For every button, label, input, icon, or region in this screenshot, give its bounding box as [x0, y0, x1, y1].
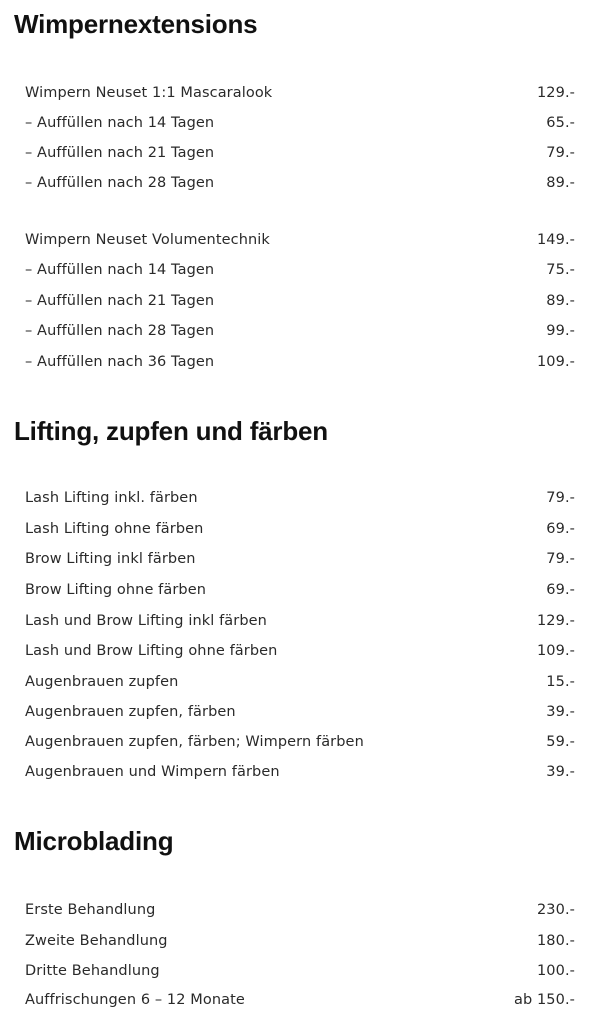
service-price: 230.- [536, 902, 575, 918]
service-price: 149.- [536, 232, 575, 248]
service-name: Lash und Brow Lifting ohne färben [25, 643, 278, 659]
service-price: 39.- [546, 704, 575, 720]
price-row [25, 81, 575, 105]
price-row [25, 639, 575, 663]
section-title-wimpernextensions: Wimpernextensions [14, 9, 258, 39]
price-row [25, 547, 575, 571]
service-name: – Auffüllen nach 21 Tagen [25, 293, 215, 309]
service-price: 79.- [546, 490, 575, 506]
service-name: Brow Lifting ohne färben [25, 582, 207, 598]
price-row [25, 111, 575, 135]
section-title-lifting: Lifting, zupfen und färben [14, 416, 328, 446]
service-name: Brow Lifting inkl färben [25, 551, 196, 567]
service-price: ab 150.- [513, 992, 575, 1008]
price-row [25, 730, 575, 754]
price-row [25, 141, 575, 165]
service-price: 39.- [546, 764, 575, 780]
price-row [25, 670, 575, 694]
service-price: 59.- [546, 734, 575, 750]
service-price: 79.- [546, 145, 575, 161]
service-name: Lash Lifting inkl. färben [25, 490, 198, 506]
service-price: 109.- [536, 643, 575, 659]
price-row [25, 700, 575, 724]
service-price: 89.- [546, 293, 575, 309]
service-name: Wimpern Neuset 1:1 Mascaralook [25, 85, 273, 101]
service-price: 99.- [546, 323, 575, 339]
price-row [25, 517, 575, 541]
section-title-microblading: Microblading [14, 826, 174, 856]
service-name: Augenbrauen zupfen, färben; Wimpern färben [25, 734, 364, 750]
service-name: Augenbrauen zupfen, färben [25, 704, 236, 720]
service-name: Augenbrauen und Wimpern färben [25, 764, 280, 780]
service-price: 89.- [546, 175, 575, 191]
price-row [25, 486, 575, 510]
price-row [25, 350, 575, 374]
price-row [25, 898, 575, 922]
service-price: 65.- [546, 115, 575, 131]
price-row [25, 289, 575, 313]
price-row [25, 988, 575, 1012]
service-name: Lash und Brow Lifting inkl färben [25, 613, 267, 629]
service-name: – Auffüllen nach 36 Tagen [25, 354, 215, 370]
service-price: 180.- [536, 933, 575, 949]
price-row [25, 319, 575, 343]
service-price: 69.- [546, 582, 575, 598]
service-name: – Auffüllen nach 28 Tagen [25, 175, 215, 191]
service-name: Dritte Behandlung [25, 963, 160, 979]
price-row [25, 578, 575, 602]
service-name: Augenbrauen zupfen [25, 674, 179, 690]
service-price: 79.- [546, 551, 575, 567]
price-row [25, 171, 575, 195]
service-price: 129.- [536, 613, 575, 629]
price-row [25, 228, 575, 252]
service-price: 109.- [536, 354, 575, 370]
service-name: Auffrischungen 6 – 12 Monate [25, 992, 245, 1008]
service-name: Wimpern Neuset Volumentechnik [25, 232, 270, 248]
service-name: Lash Lifting ohne färben [25, 521, 204, 537]
price-row [25, 609, 575, 633]
service-name: – Auffüllen nach 14 Tagen [25, 115, 215, 131]
service-name: – Auffüllen nach 28 Tagen [25, 323, 215, 339]
service-price: 100.- [536, 963, 575, 979]
service-price: 69.- [546, 521, 575, 537]
service-name: – Auffüllen nach 14 Tagen [25, 262, 215, 278]
price-row [25, 929, 575, 953]
service-name: Erste Behandlung [25, 902, 156, 918]
price-row [25, 959, 575, 983]
service-name: – Auffüllen nach 21 Tagen [25, 145, 215, 161]
service-price: 129.- [536, 85, 575, 101]
price-row [25, 258, 575, 282]
service-name: Zweite Behandlung [25, 933, 168, 949]
price-row [25, 760, 575, 784]
service-price: 15.- [546, 674, 575, 690]
service-price: 75.- [546, 262, 575, 278]
